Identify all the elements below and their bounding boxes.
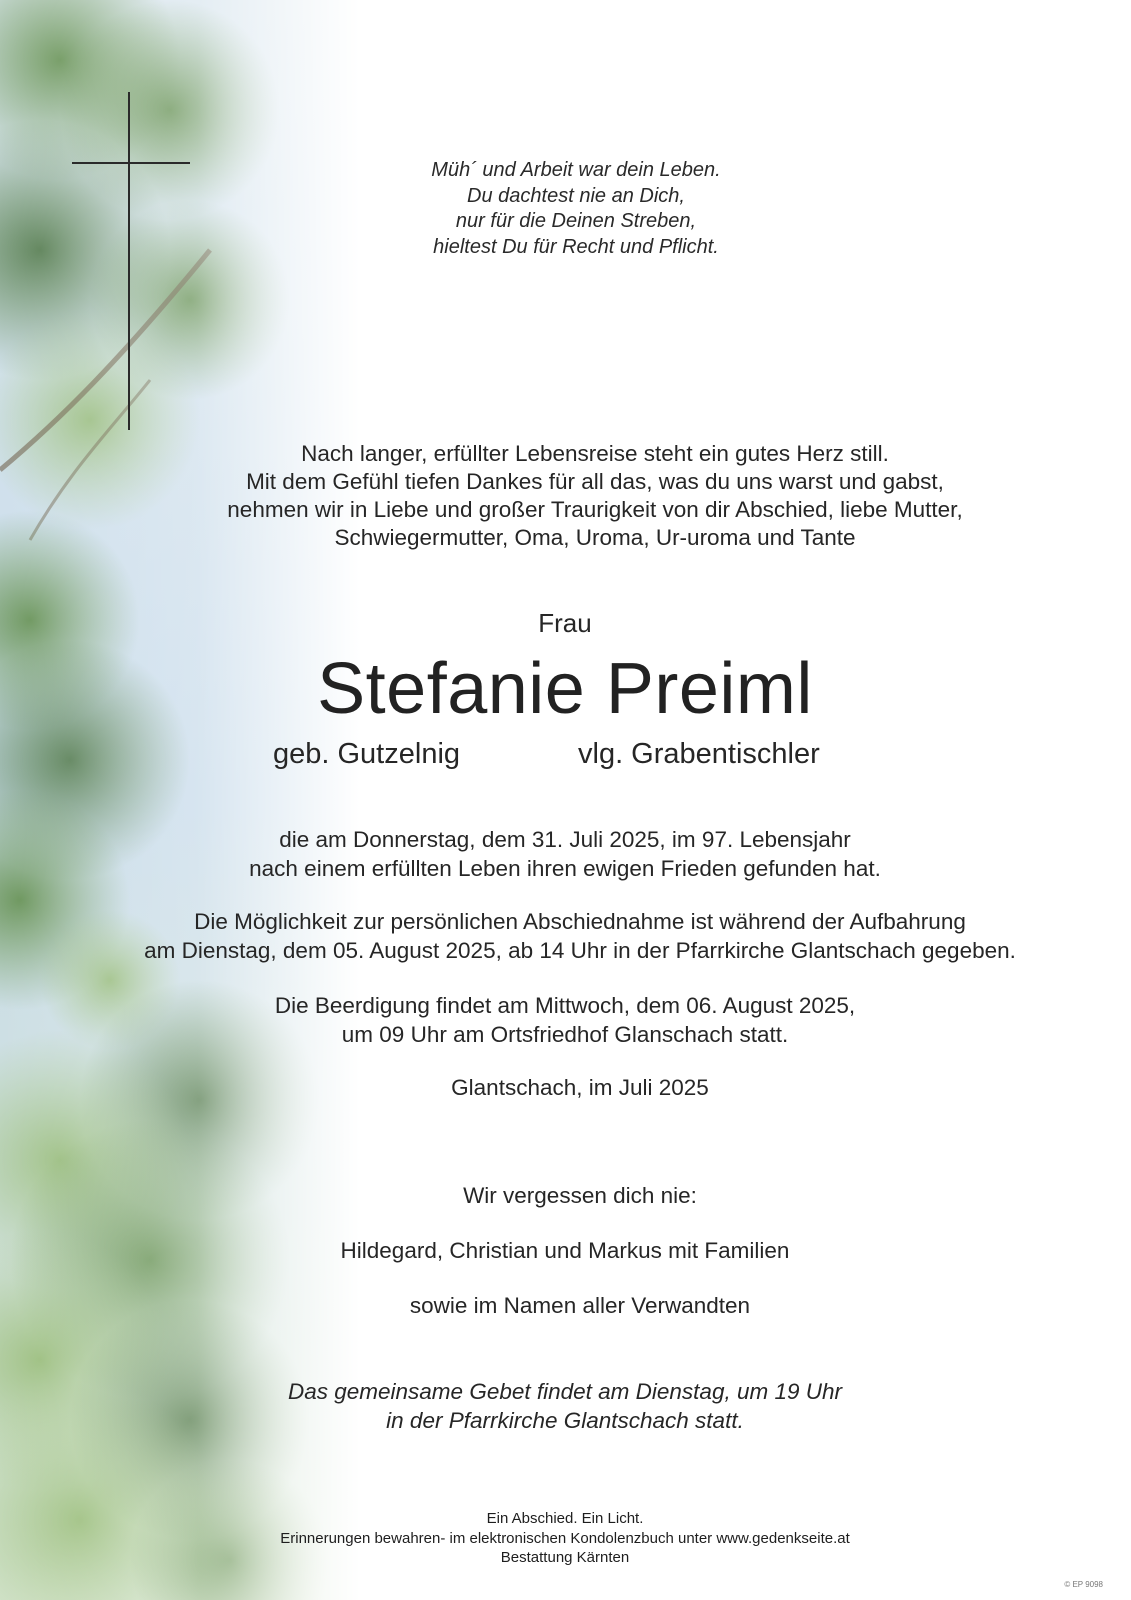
intro-line: Schwiegermutter, Oma, Uroma, Ur-uroma und Tante (334, 525, 856, 550)
poem-line: Müh´ und Arbeit war dein Leben. (431, 159, 721, 181)
viewing-notice (40, 908, 1120, 965)
prayer-line: Das gemeinsame Gebet findet am Dienstag, um 19 Uhr (287, 1379, 843, 1404)
prayer-line: in der Pfarrkirche Glantschach statt. (386, 1407, 744, 1433)
intro-line: Nach langer, erfüllter Lebensreise steht ein gutes Herz still. (301, 441, 889, 466)
poem (316, 158, 836, 260)
poem-line: nur für die Deinen Streben, (455, 210, 697, 232)
intro-text (60, 440, 1130, 552)
poem-line: Du dachtest nie an Dich, (467, 184, 685, 207)
print-code: © EP 9098 (1064, 1580, 1103, 1589)
death-line: nach einem erfüllten Leben ihren ewigen Frieden gefunden hat. (249, 855, 881, 881)
salutation: Frau (538, 608, 592, 638)
mourners-relatives: sowie im Namen aller Verwandten (409, 1293, 751, 1318)
cross-icon (72, 92, 190, 430)
viewing-line: am Dienstag, dem 05. August 2025, ab 14 Uhr in der Pfarrkirche Glantschach gegeben. (144, 937, 1016, 963)
prayer-notice (60, 1378, 1070, 1435)
funeral-line: um 09 Uhr am Ortsfriedhof Glanschach statt. (341, 1021, 789, 1047)
place-date: Glantschach, im Juli 2025 (451, 1075, 709, 1100)
footer-line: Ein Abschied. Ein Licht. (486, 1510, 644, 1527)
poem-line: hieltest Du für Recht und Pflicht. (433, 235, 719, 258)
deceased-name: Stefanie Preiml (317, 649, 813, 729)
footer-line: Bestattung Kärnten (500, 1549, 630, 1566)
mourners-family: Hildegard, Christian und Markus mit Familien (340, 1238, 790, 1263)
intro-line: nehmen wir in Liebe und großer Traurigkeit von dir Abschied, liebe Mutter, (227, 497, 963, 522)
birth-name: geb. Gutzelnig (273, 738, 461, 770)
mourners-heading: Wir vergessen dich nie: (463, 1183, 697, 1208)
farm-name: vlg. Grabentischler (578, 738, 820, 770)
footer-line: Erinnerungen bewahren- im elektronischen Kondolenzbuch unter www.gedenkseite.at (280, 1529, 850, 1547)
footer (60, 1509, 1070, 1568)
funeral-notice (60, 992, 1070, 1049)
intro-line: Mit dem Gefühl tiefen Dankes für all das, was du uns warst und gabst, (246, 469, 944, 494)
death-notice (60, 826, 1070, 883)
death-line: die am Donnerstag, dem 31. Juli 2025, im 97. Lebensjahr (279, 827, 851, 852)
name-details (0, 738, 1131, 778)
viewing-line: Die Möglichkeit zur persönlichen Abschiednahme ist während der Aufbahrung (194, 909, 966, 934)
funeral-line: Die Beerdigung findet am Mittwoch, dem 06. August 2025, (274, 993, 856, 1018)
